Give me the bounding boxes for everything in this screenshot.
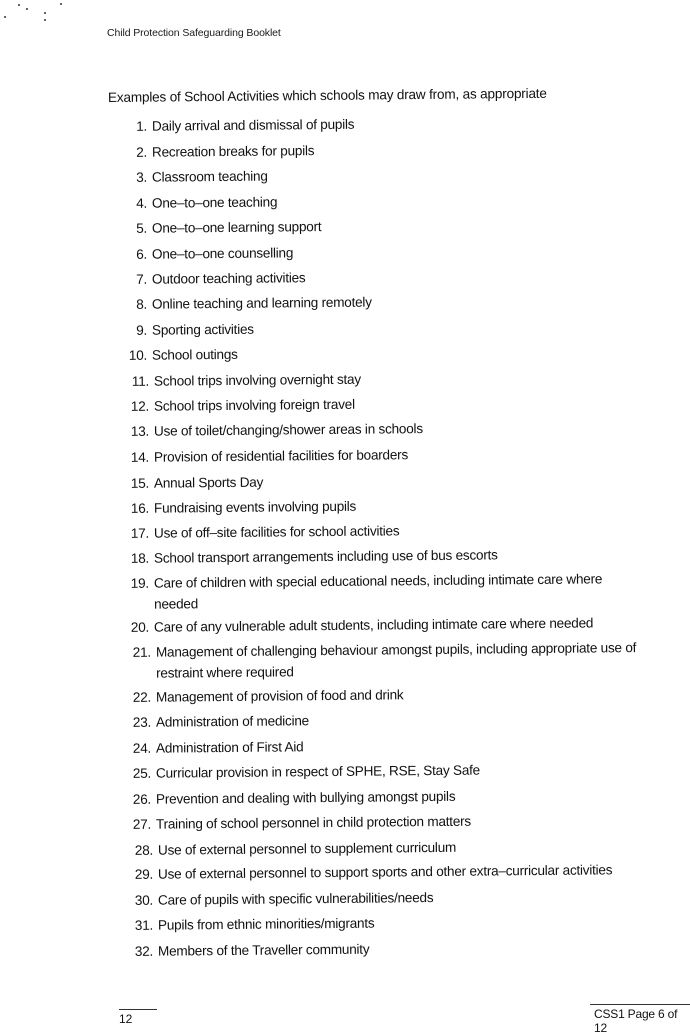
list-item [124, 913, 375, 936]
list-item-text: Care of pupils with specific vulnerabilities/needs [157, 890, 434, 908]
list-item-number: 26. [132, 791, 152, 807]
list-item-number: 8. [136, 296, 148, 312]
list-item-text: School trips involving foreign travel [153, 396, 355, 414]
list-item-text: Use of toilet/changing/shower areas in schools [153, 421, 423, 439]
footer-page-reference: CSS1 Page 6 of 12 [594, 1007, 678, 1035]
list-item-number: 5. [136, 220, 148, 236]
list-item [122, 637, 674, 684]
list-item-number: 4. [136, 195, 148, 211]
footer-page-number: 12 [119, 1012, 133, 1026]
list-item [124, 939, 370, 962]
list-item [120, 544, 498, 569]
list-item-number: 24. [132, 740, 152, 756]
list-item-number: 29. [134, 866, 154, 882]
list-item-text: School transport arrangements including use of bus escorts [153, 547, 498, 566]
list-item-number: 23. [132, 714, 152, 730]
list-item-number: 7. [136, 271, 148, 287]
list-item-text: Use of off–site facilities for school activities [153, 523, 400, 541]
list-item-number: 28. [134, 842, 154, 858]
list-item-text: Recreation breaks for pupils [151, 143, 315, 160]
list-item [122, 760, 480, 784]
list-item [124, 887, 434, 911]
section-intro-heading: Examples of School Activities which schools may draw from, as appropriate [107, 85, 547, 105]
list-item-text: One–to–one learning support [151, 219, 322, 236]
list-item-number: 18. [130, 550, 150, 566]
list-item [118, 191, 277, 214]
list-item-number: 6. [136, 246, 148, 262]
list-item-number: 25. [132, 765, 152, 781]
list-item [122, 811, 471, 835]
list-item-number: 32. [134, 943, 154, 959]
list-item [120, 418, 423, 442]
list-item-text: Daily arrival and dismissal of pupils [151, 116, 355, 134]
list-item-text: Pupils from ethnic minorities/migrants [157, 915, 375, 933]
footer-right-rule [590, 1004, 690, 1005]
list-item [118, 216, 322, 239]
list-item-number: 17. [130, 525, 150, 541]
list-item-text: Curricular provision in respect of SPHE, RSE, Stay Safe [155, 762, 481, 781]
list-item-text: Fundraising events involving pupils [153, 498, 357, 516]
list-item [118, 344, 238, 366]
list-item [124, 837, 456, 861]
list-item [120, 472, 263, 494]
list-item-number: 3. [136, 169, 148, 185]
list-item [120, 369, 361, 392]
list-item-number: 30. [134, 892, 154, 908]
list-item-number: 10. [128, 347, 148, 363]
list-item-number: 2. [136, 144, 148, 160]
list-item-text: Prevention and dealing with bullying amongst pupils [155, 788, 456, 807]
list-item-text: Administration of First Aid [155, 739, 304, 756]
list-item-number: 1. [136, 118, 148, 134]
list-item-number: 21. [132, 644, 151, 660]
list-item-text: One–to–one teaching [151, 194, 278, 211]
list-item-number: 19. [130, 575, 149, 591]
list-item-text: Use of external personnel to supplement curriculum [157, 839, 457, 858]
list-item-text: Management of challenging behaviour amongst pupils, including appropriate use of restraint where required [155, 640, 637, 681]
list-item-text: Training of school personnel in child protection matters [155, 813, 472, 832]
list-item-text: Management of provision of food and drink [155, 687, 404, 705]
list-item-number: 16. [130, 500, 150, 516]
list-item-text: Use of external personnel to support sports and other extra–curricular activities [157, 862, 613, 882]
list-item [120, 612, 593, 638]
list-item-number: 13. [130, 423, 150, 439]
list-item-text: Classroom teaching [151, 168, 268, 185]
list-item [122, 736, 304, 759]
list-item-text: School outings [151, 346, 238, 363]
list-item-number: 20. [130, 619, 150, 635]
list-item [120, 394, 355, 417]
list-item [118, 242, 293, 265]
list-item-text: School trips involving overnight stay [153, 371, 361, 389]
list-item [120, 520, 400, 544]
list-item-text: Online teaching and learning remotely [151, 294, 372, 312]
footer-left-rule [119, 1009, 157, 1010]
list-item-text: Members of the Traveller community [157, 941, 370, 959]
list-item [118, 267, 306, 290]
list-item-text: Care of children with special educational needs, including intimate care where needed [153, 571, 603, 612]
list-item [118, 166, 268, 188]
list-item-text: Outdoor teaching activities [151, 270, 306, 287]
list-item-number: 31. [134, 917, 154, 933]
list-item-text: Administration of medicine [155, 713, 309, 730]
list-item [120, 496, 356, 519]
list-item [122, 684, 404, 708]
list-item [118, 292, 372, 315]
list-item-text: Annual Sports Day [153, 474, 264, 491]
list-item [118, 319, 254, 341]
list-item-number: 12. [130, 398, 150, 414]
list-item-text: Care of any vulnerable adult students, including intimate care where needed [153, 615, 594, 635]
list-item-number: 9. [136, 322, 148, 338]
running-header-title: Child Protection Safeguarding Booklet [107, 27, 281, 39]
list-item [124, 859, 612, 885]
list-item [120, 444, 408, 468]
list-item [118, 140, 314, 163]
list-item-number: 15. [130, 475, 150, 491]
list-item [122, 786, 456, 810]
list-item-number: 14. [130, 449, 150, 465]
list-item [120, 568, 644, 615]
list-item-text: Provision of residential facilities for boarders [153, 447, 409, 465]
list-item-number: 11. [131, 373, 150, 389]
list-item-number: 27. [132, 816, 152, 832]
list-item [118, 114, 354, 137]
list-item [122, 710, 309, 733]
list-item-text: Sporting activities [151, 321, 254, 338]
list-item-number: 22. [132, 689, 152, 705]
list-item-text: One–to–one counselling [151, 245, 294, 262]
